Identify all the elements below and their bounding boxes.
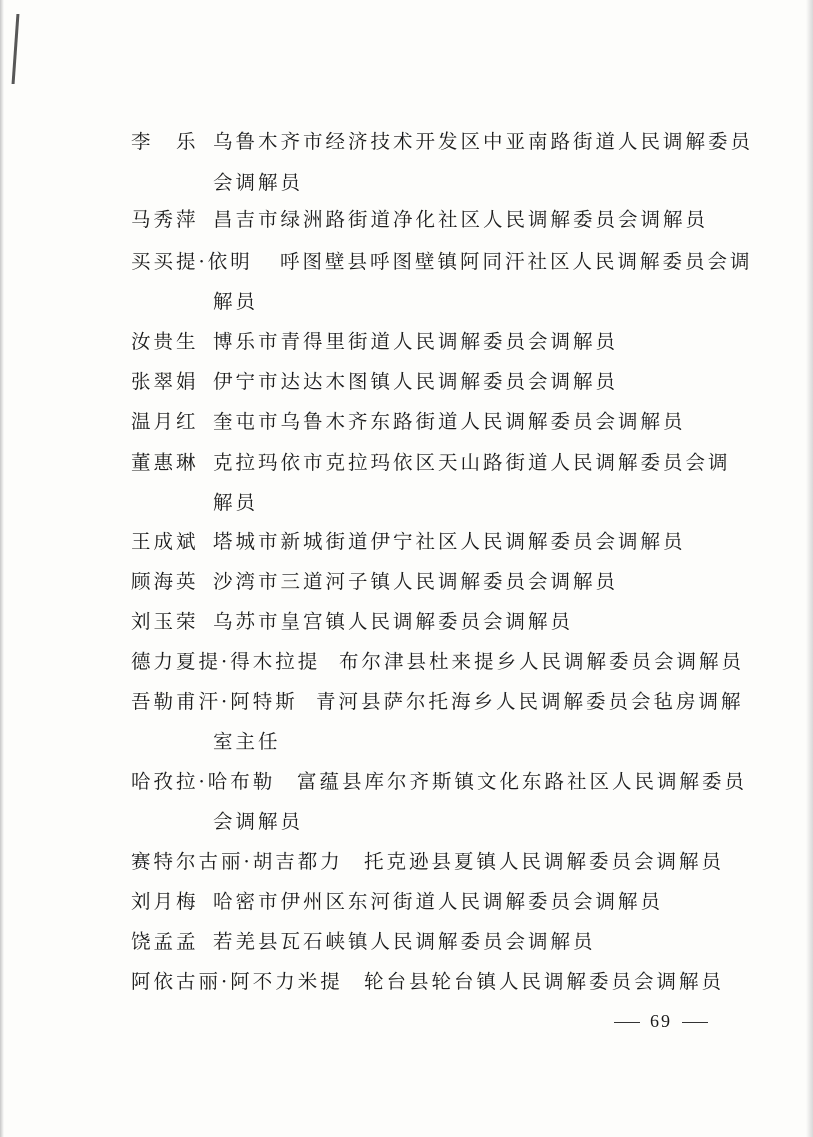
entry-name: 刘玉荣: [131, 610, 199, 633]
entry-name: 张翠娟: [131, 370, 199, 393]
entry-continuation: 解员: [213, 290, 259, 313]
entry-name: 吾勒甫汗·阿特斯: [131, 690, 298, 713]
page-number-dash-right: [682, 1022, 708, 1023]
list-entry: [131, 331, 618, 353]
entry-name: 温月红: [131, 410, 199, 433]
list-entry: [131, 571, 618, 593]
entry-post: 呼图壁县呼图壁镇阿同汗社区人民调解委员会调: [280, 250, 753, 273]
entry-name: 赛特尔古丽·胡吉都力: [131, 850, 343, 873]
list-entry: [131, 971, 724, 993]
entry-name: 德力夏提·得木拉提: [131, 650, 321, 673]
entry-post: 博乐市青得里街道人民调解委员会调解员: [213, 330, 619, 353]
entry-post: 沙湾市三道河子镇人民调解委员会调解员: [213, 570, 619, 593]
entry-post: 伊宁市达达木图镇人民调解委员会调解员: [213, 370, 619, 393]
entry-continuation: 会调解员: [213, 810, 304, 833]
list-entry: [131, 931, 596, 953]
entry-post: 克拉玛依市克拉玛依区天山路街道人民调解委员会调: [213, 451, 731, 474]
entry-name: 哈孜拉·哈布勒: [131, 770, 276, 793]
list-entry: [131, 452, 731, 474]
page-number-value: 69: [650, 1011, 672, 1031]
page-number-dash-left: [614, 1022, 640, 1023]
list-entry: [131, 851, 724, 873]
entry-name: 董惠琳: [131, 451, 199, 474]
entry-post: 乌鲁木齐市经济技术开发区中亚南路街道人民调解委员: [213, 130, 754, 153]
list-entry: [131, 771, 747, 793]
entry-name: 汝贵生: [131, 330, 199, 353]
list-entry: [131, 531, 686, 553]
entry-continuation: 会调解员: [213, 171, 304, 194]
entry-name: 顾海英: [131, 570, 199, 593]
entry-name: 饶孟孟: [131, 930, 199, 953]
entry-post: 乌苏市皇宫镇人民调解委员会调解员: [213, 610, 574, 633]
entry-post: 富蕴县库尔齐斯镇文化东路社区人民调解委员: [297, 770, 748, 793]
entry-post: 哈密市伊州区东河街道人民调解委员会调解员: [213, 890, 664, 913]
list-entry: [131, 371, 618, 393]
page-number: [604, 1010, 718, 1032]
entry-name: 李 乐: [131, 130, 199, 153]
list-entry: [131, 131, 753, 153]
entry-post: 奎屯市乌鲁木齐东路街道人民调解委员会调解员: [213, 410, 686, 433]
entry-continuation: 解员: [213, 491, 259, 514]
list-entry: [131, 691, 744, 713]
list-entry: [131, 651, 744, 673]
list-entry: [131, 411, 686, 433]
entry-post: 昌吉市绿洲路街道净化社区人民调解委员会调解员: [213, 208, 709, 231]
entry-post: 托克逊县夏镇人民调解委员会调解员: [364, 850, 725, 873]
list-entry: [131, 611, 573, 633]
entry-post: 轮台县轮台镇人民调解委员会调解员: [364, 970, 725, 993]
entry-continuation: 室主任: [213, 730, 281, 753]
list-entry: [131, 251, 753, 273]
entry-name: 马秀萍: [131, 208, 199, 231]
entry-name: 买买提·依明: [131, 250, 253, 273]
entry-name: 刘月梅: [131, 890, 199, 913]
list-entry: [131, 209, 708, 231]
entry-post: 布尔津县杜来提乡人民调解委员会调解员: [339, 650, 745, 673]
entry-name: 阿依古丽·阿不力米提: [131, 970, 343, 993]
entry-name: 王成斌: [131, 530, 199, 553]
list-entry: [131, 891, 663, 913]
entry-post: 若羌县瓦石峡镇人民调解委员会调解员: [213, 930, 596, 953]
entry-post: 塔城市新城街道伊宁社区人民调解委员会调解员: [213, 530, 686, 553]
entry-post: 青河县萨尔托海乡人民调解委员会毡房调解: [316, 690, 744, 713]
